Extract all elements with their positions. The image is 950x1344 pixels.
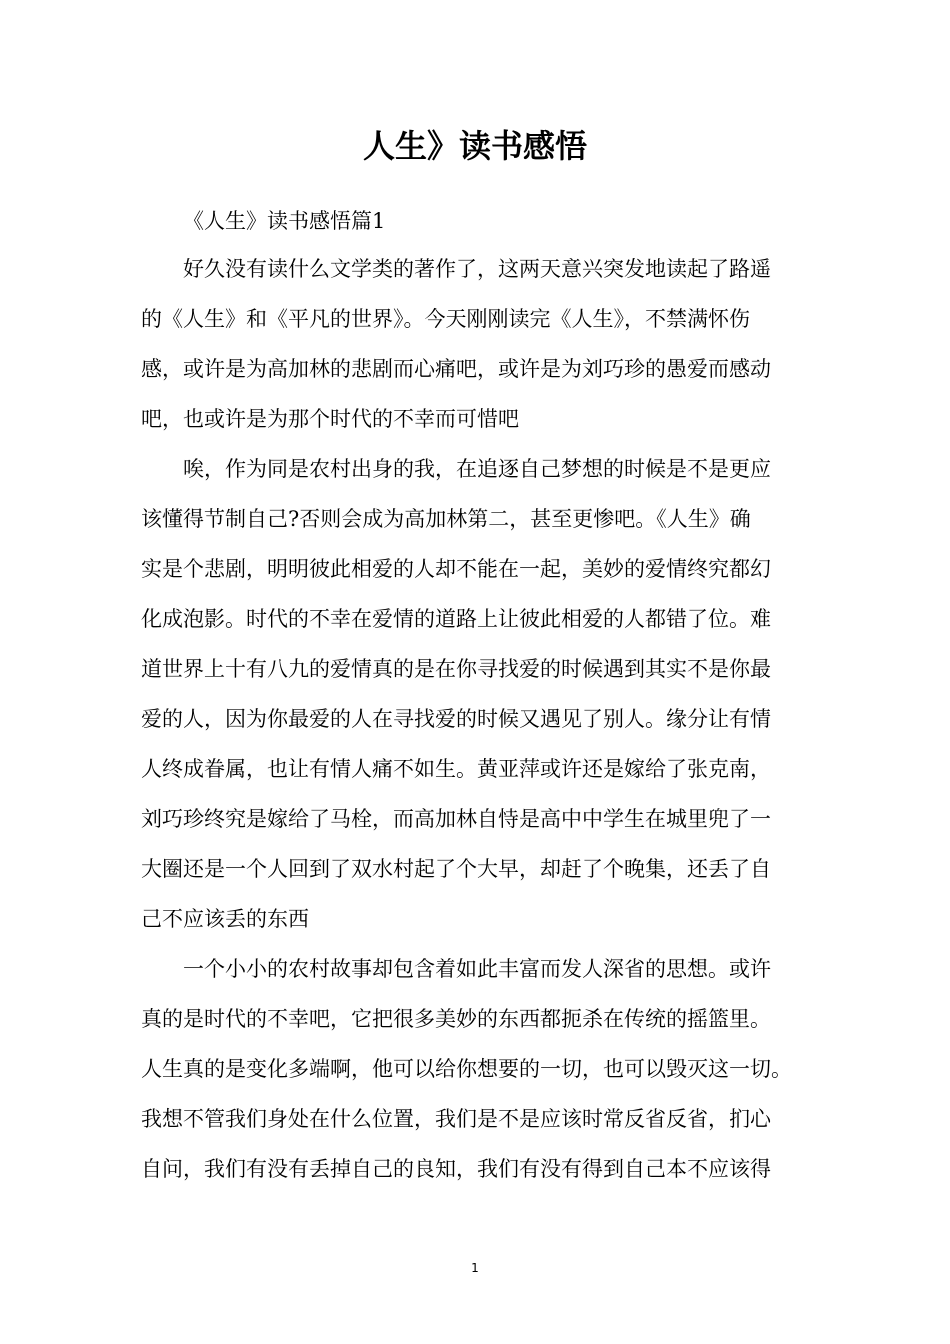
paragraph-line: 己不应该丢的东西 [141, 907, 309, 931]
paragraph-line: 一个小小的农村故事却包含着如此丰富而发人深省的思想。或许 [183, 957, 771, 981]
paragraph-line: 实是个悲剧，明明彼此相爱的人却不能在一起，美妙的爱情终究都幻 [141, 557, 771, 581]
paragraph-1 [141, 244, 771, 444]
section-heading [141, 196, 385, 246]
paragraph-line: 刘巧珍终究是嫁给了马栓，而高加林自恃是高中中学生在城里兜了一 [141, 807, 771, 831]
paragraph-line: 唉，作为同是农村出身的我，在追逐自己梦想的时候是不是更应 [183, 457, 771, 481]
paragraph-3 [141, 944, 792, 1194]
paragraph-line: 化成泡影。时代的不幸在爱情的道路上让彼此相爱的人都错了位。难 [141, 607, 771, 631]
paragraph-line: 自问，我们有没有丢掉自己的良知，我们有没有得到自己本不应该得 [141, 1157, 771, 1181]
paragraph-line: 大圈还是一个人回到了双水村起了个大早，却赶了个晚集，还丢了自 [141, 857, 771, 881]
document-title: 人生》读书感悟 [362, 127, 587, 165]
paragraph-line: 吧，也或许是为那个时代的不幸而可惜吧 [141, 407, 519, 431]
section-heading-text: 《人生》读书感悟篇1 [183, 209, 386, 233]
paragraph-line: 感，或许是为高加林的悲剧而心痛吧，或许是为刘巧珍的愚爱而感动 [141, 357, 771, 381]
paragraph-line: 道世界上十有八九的爱情真的是在你寻找爱的时候遇到其实不是你最 [141, 657, 771, 681]
paragraph-line: 人终成眷属，也让有情人痛不如生。黄亚萍或许还是嫁给了张克南， [141, 757, 771, 781]
paragraph-line: 该懂得节制自己?否则会成为高加林第二，甚至更惨吧。《人生》确 [141, 507, 751, 531]
paragraph-line: 真的是时代的不幸吧，它把很多美妙的东西都扼杀在传统的摇篮里。 [141, 1007, 771, 1031]
page-number: 1 [471, 1261, 479, 1275]
paragraph-line: 爱的人，因为你最爱的人在寻找爱的时候又遇见了别人。缘分让有情 [141, 707, 771, 731]
paragraph-2 [141, 444, 771, 944]
paragraph-line: 我想不管我们身处在什么位置，我们是不是应该时常反省反省，扪心 [141, 1107, 771, 1131]
paragraph-line: 人生真的是变化多端啊，他可以给你想要的一切，也可以毁灭这一切。 [141, 1057, 792, 1081]
paragraph-line: 的《人生》和《平凡的世界》。今天刚刚读完《人生》，不禁满怀伤 [141, 307, 750, 331]
paragraph-line: 好久没有读什么文学类的著作了，这两天意兴突发地读起了路遥 [183, 257, 771, 281]
